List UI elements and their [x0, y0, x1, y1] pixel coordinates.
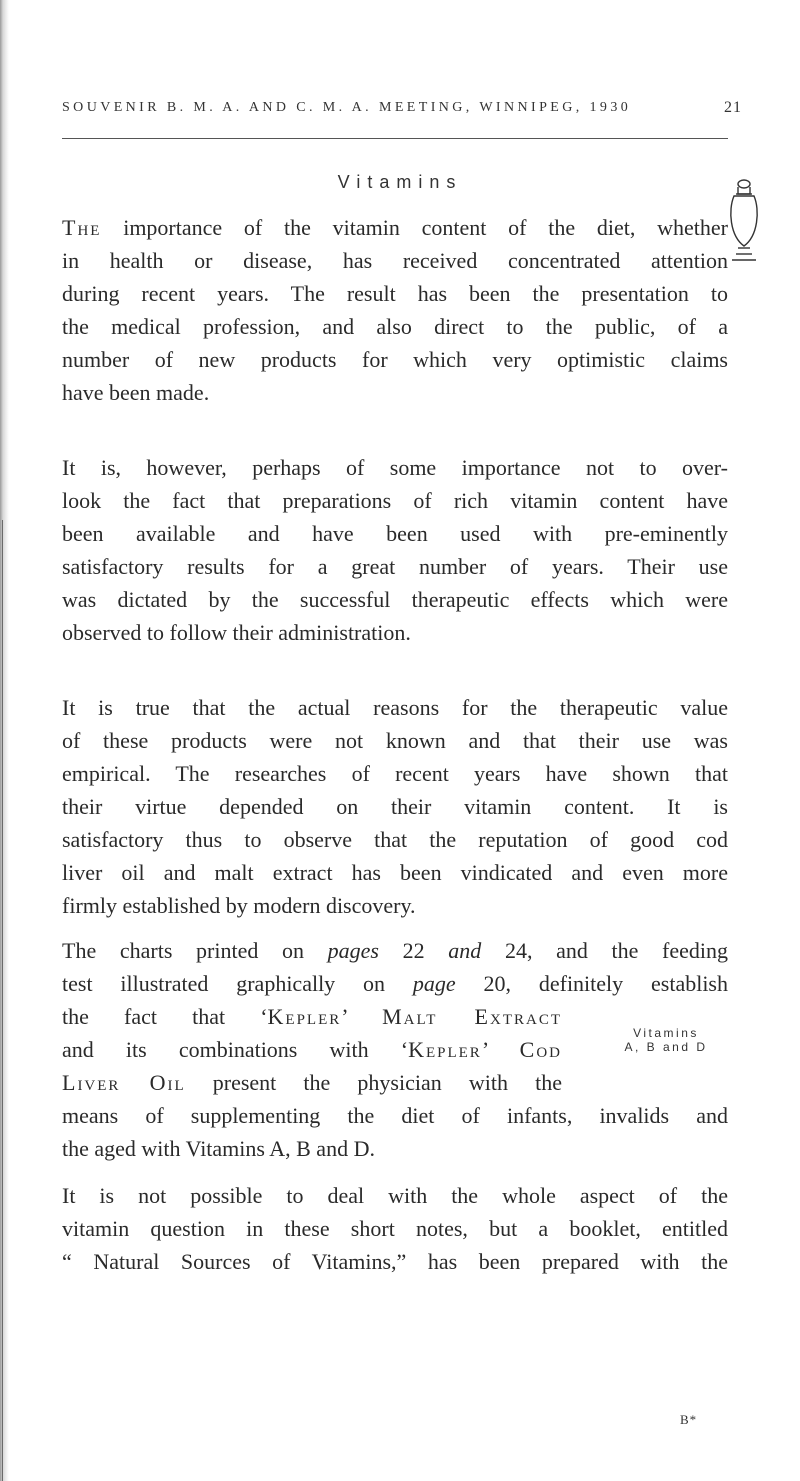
product-liver-oil: Liver Oil [62, 1070, 186, 1095]
paragraph-line: It is not possible to deal with the whole aspect of the [62, 1183, 728, 1208]
paragraph-line: firmly established by modern discovery. [62, 893, 416, 918]
margin-note-line: Vitamins [633, 1026, 699, 1040]
margin-note [606, 1026, 726, 1054]
paragraph-line: empirical. The researches of recent years have shown that [62, 761, 728, 786]
paragraph-line: look the fact that preparations of rich vitamin content have [62, 488, 728, 513]
paragraph-3 [62, 691, 728, 922]
paragraph-line: vitamin question in these short notes, but a booklet, entitled [62, 1216, 728, 1241]
paragraph-line: of these products were not known and that their use was [62, 728, 728, 753]
paragraph-line: was dictated by the successful therapeutic effects which were [62, 587, 728, 612]
paragraph-2 [62, 451, 728, 649]
paragraph-line: Liver Oil present the physician with the [62, 1070, 562, 1095]
paragraph-line: the aged with Vitamins A, B and D. [62, 1136, 375, 1161]
paragraph-line: satisfactory results for a great number of years. Their use [62, 554, 728, 579]
pages-ref: pages [327, 938, 379, 963]
page-ref: page [412, 971, 456, 996]
paragraph-line: satisfactory thus to observe that the reputation of good cod [62, 827, 728, 852]
brand-kepler: Kepler [408, 1037, 482, 1062]
paragraph-line: the medical profession, and also direct to the public, of a [62, 314, 728, 339]
page-spine-line [2, 520, 3, 1481]
urn-ornament-icon [726, 176, 762, 272]
paragraph-line: It is true that the actual reasons for the therapeutic value [62, 695, 728, 720]
paragraph-line: during recent years. The result has been the presentation to [62, 281, 728, 306]
brand-kepler: Kepler [267, 1004, 342, 1029]
margin-note-line: A, B and D [624, 1040, 708, 1054]
product-cod: Cod [519, 1037, 563, 1062]
running-head-text: SOUVENIR B. M. A. AND C. M. A. MEETING, WINNIPEG, 1930 [62, 100, 632, 115]
running-head [62, 100, 742, 116]
dropword: The [62, 215, 102, 240]
paragraph-line: “ Natural Sources of Vitamins,” has been prepared with the [62, 1249, 728, 1274]
page-number: 21 [724, 99, 742, 116]
paragraph-line: been available and have been used with pre-eminently [62, 521, 728, 546]
paragraph-line: means of supplementing the diet of infants, invalids and [62, 1103, 728, 1128]
paragraph-line: in health or disease, has received concentrated attention [62, 248, 728, 273]
and-ref: and [448, 938, 482, 963]
paragraph-line: their virtue depended on their vitamin content. It is [62, 794, 728, 819]
paragraph-line: It is, however, perhaps of some importance not to over- [62, 455, 728, 480]
paragraph-line: number of new products for which very optimistic claims [62, 347, 728, 372]
header-rule [62, 138, 728, 139]
paragraph-1 [62, 211, 728, 409]
paragraph-line: and its combinations with ‘Kepler’ Cod [62, 1037, 563, 1062]
paragraph-line: the fact that ‘Kepler’ Malt Extract [62, 1004, 562, 1029]
product-malt-extract: Malt Extract [382, 1004, 562, 1029]
paragraph-line: have been made. [62, 380, 210, 405]
paragraph-line: test illustrated graphically on page 20, definitely establish [62, 971, 728, 996]
paragraph-line: observed to follow their administration. [62, 620, 411, 645]
paragraph-line: The charts printed on pages 22 and 24, and the feeding [62, 938, 729, 963]
paragraph-5 [62, 1179, 728, 1278]
signature-mark: B* [680, 1412, 698, 1427]
page-title: Vitamins [337, 172, 463, 192]
paragraph-line: The importance of the vitamin content of the diet, whether [62, 215, 728, 240]
paragraph-line: liver oil and malt extract has been vindicated and even more [62, 860, 728, 885]
